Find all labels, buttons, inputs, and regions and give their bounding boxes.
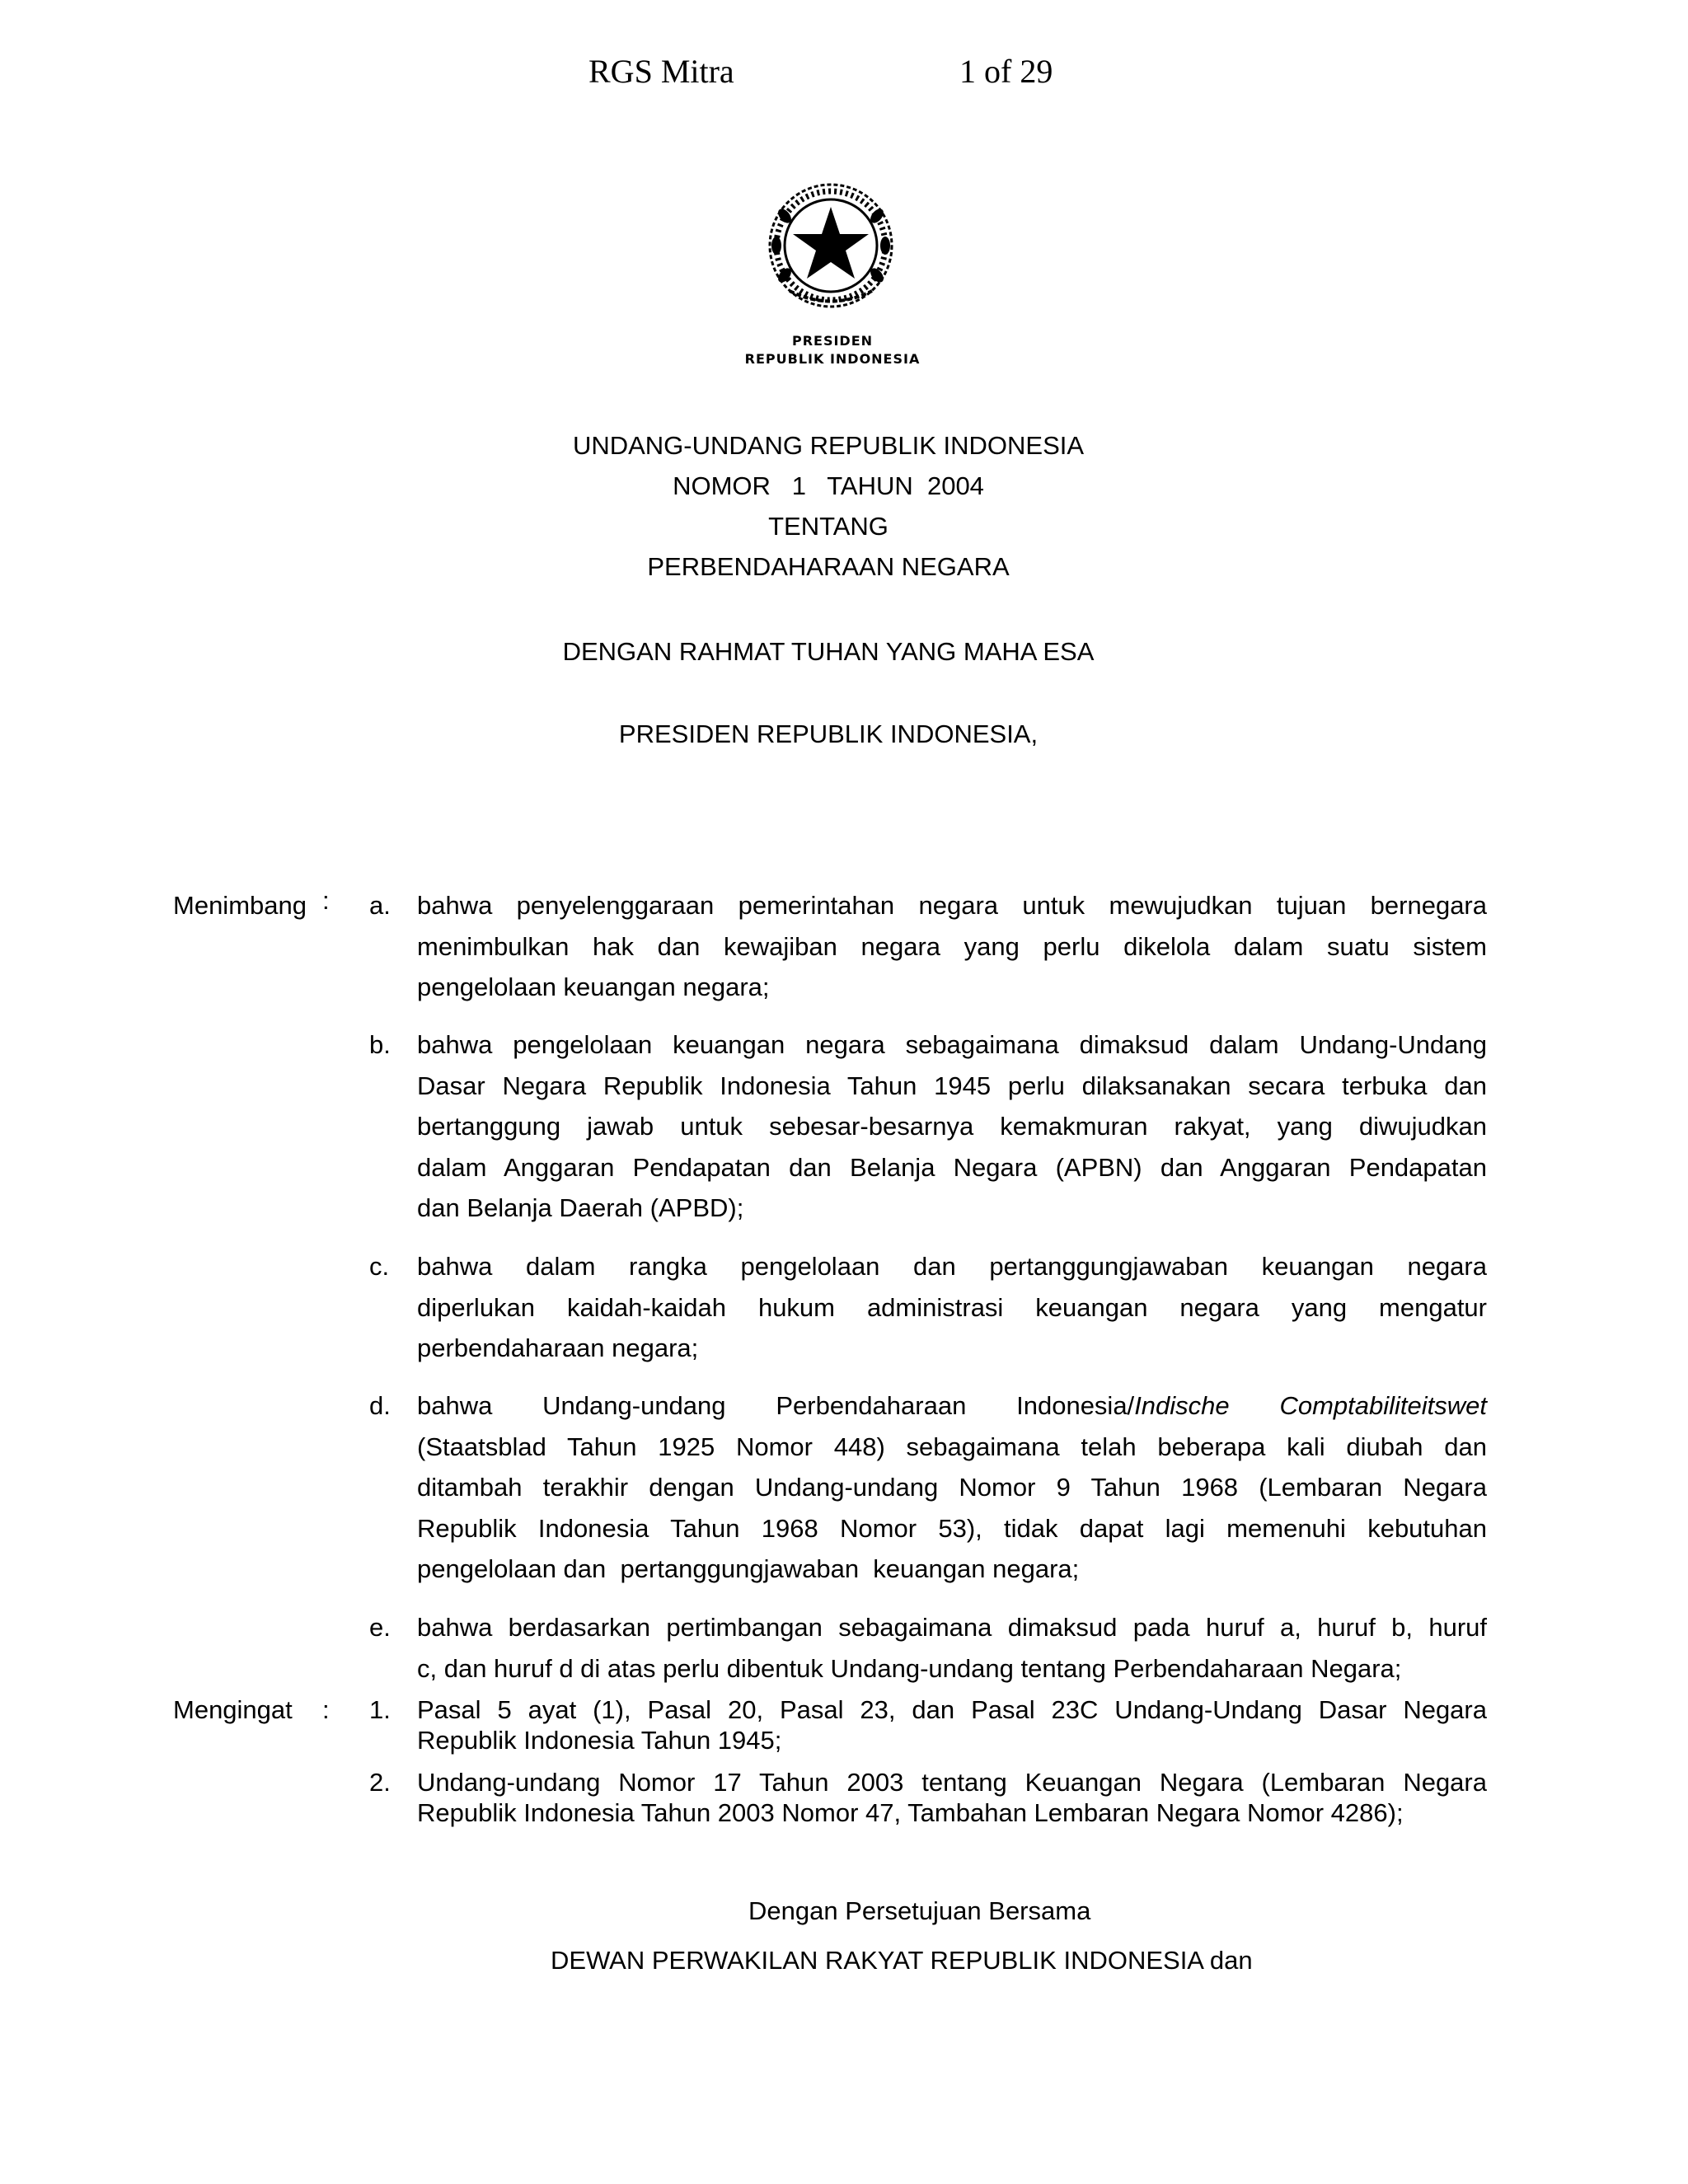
- menimbang-marker-e: e.: [369, 1613, 391, 1642]
- menimbang-marker-c: c.: [369, 1252, 390, 1281]
- menimbang-label: Menimbang: [173, 891, 307, 920]
- mengingat-label: Mengingat: [173, 1695, 293, 1724]
- president-line: PRESIDEN REPUBLIK INDONESIA,: [618, 719, 1039, 748]
- menimbang-marker-b: b.: [369, 1030, 391, 1059]
- dpr-line: DEWAN PERWAKILAN RAKYAT REPUBLIK INDONESIA dan: [551, 1946, 1253, 1975]
- presidential-emblem-icon: [765, 180, 897, 312]
- header-source: RGS Mitra: [588, 53, 734, 90]
- title-block: [0, 425, 1657, 587]
- menimbang-colon: :: [322, 886, 330, 915]
- menimbang-item-e: bahwa berdasarkan pertimbangan sebagaimana dimaksud pada huruf a, huruf b, huruf c, dan huruf d di atas perlu dibentuk Undang-undang tentang Perbendaharaan Negara;: [417, 1613, 1487, 1683]
- menimbang-item-d: bahwa Undang-undang Perbendaharaan Indonesia/Indische Comptabiliteitswet (Staatsblad Tahun 1925 Nomor 448) sebagaimana telah beberapa kali diubah dan ditambah terakhir dengan Undang-undang Nomor 9 Tahun 1968 (Lembaran Negara Republik Indonesia Tahun 1968 Nomor 53), tidak dapat lagi memenuhi kebutuhan pengelolaan dan pertanggungjawaban keuangan negara;: [417, 1391, 1488, 1583]
- header-page-number: 1 of 29: [959, 53, 1053, 90]
- law-title: UNDANG-UNDANG REPUBLIK INDONESIA: [572, 431, 1085, 460]
- law-number: NOMOR 1 TAHUN 2004: [673, 471, 984, 500]
- mengingat-item-2: Undang-undang Nomor 17 Tahun 2003 tentang Keuangan Negara (Lembaran Negara Republik Indonesia Tahun 2003 Nomor 47, Tambahan Lembaran Negara Nomor 4286);: [417, 1768, 1487, 1827]
- blessing-line: DENGAN RAHMAT TUHAN YANG MAHA ESA: [562, 637, 1095, 666]
- emblem-caption-presiden: PRESIDEN: [791, 333, 874, 349]
- mengingat-marker-2: 2.: [369, 1768, 391, 1797]
- law-subject: PERBENDAHARAAN NEGARA: [647, 552, 1010, 581]
- menimbang-marker-a: a.: [369, 891, 391, 920]
- mengingat-marker-1: 1.: [369, 1695, 391, 1724]
- menimbang-item-b: bahwa pengelolaan keuangan negara sebagaimana dimaksud dalam Undang-Undang Dasar Negara Republik Indonesia Tahun 1945 perlu dilaksanakan secara terbuka dan bertanggung jawab untuk sebesar-besarnya kemakmuran rakyat, yang diwujudkan dalam Anggaran Pendapatan dan Belanja Negara (APBN) dan Anggaran Pendapatan dan Belanja Daerah (APBD);: [417, 1030, 1487, 1222]
- emblem-caption-republik: REPUBLIK INDONESIA: [744, 351, 921, 367]
- mengingat-colon: :: [322, 1695, 330, 1724]
- law-tentang: TENTANG: [768, 512, 889, 541]
- menimbang-item-c: bahwa dalam rangka pengelolaan dan pertanggungjawaban keuangan negara diperlukan kaidah-kaidah hukum administrasi keuangan negara yang mengatur perbendaharaan negara;: [417, 1252, 1487, 1362]
- mengingat-item-1: Pasal 5 ayat (1), Pasal 20, Pasal 23, dan Pasal 23C Undang-Undang Dasar Negara Republik Indonesia Tahun 1945;: [417, 1695, 1487, 1755]
- menimbang-item-a: bahwa penyelenggaraan pemerintahan negara untuk mewujudkan tujuan bernegara menimbulkan hak dan kewajiban negara yang perlu dikelola dalam suatu sistem pengelolaan keuangan negara;: [417, 891, 1487, 1001]
- approval-line: Dengan Persetujuan Bersama: [748, 1896, 1091, 1925]
- menimbang-marker-d: d.: [369, 1391, 391, 1420]
